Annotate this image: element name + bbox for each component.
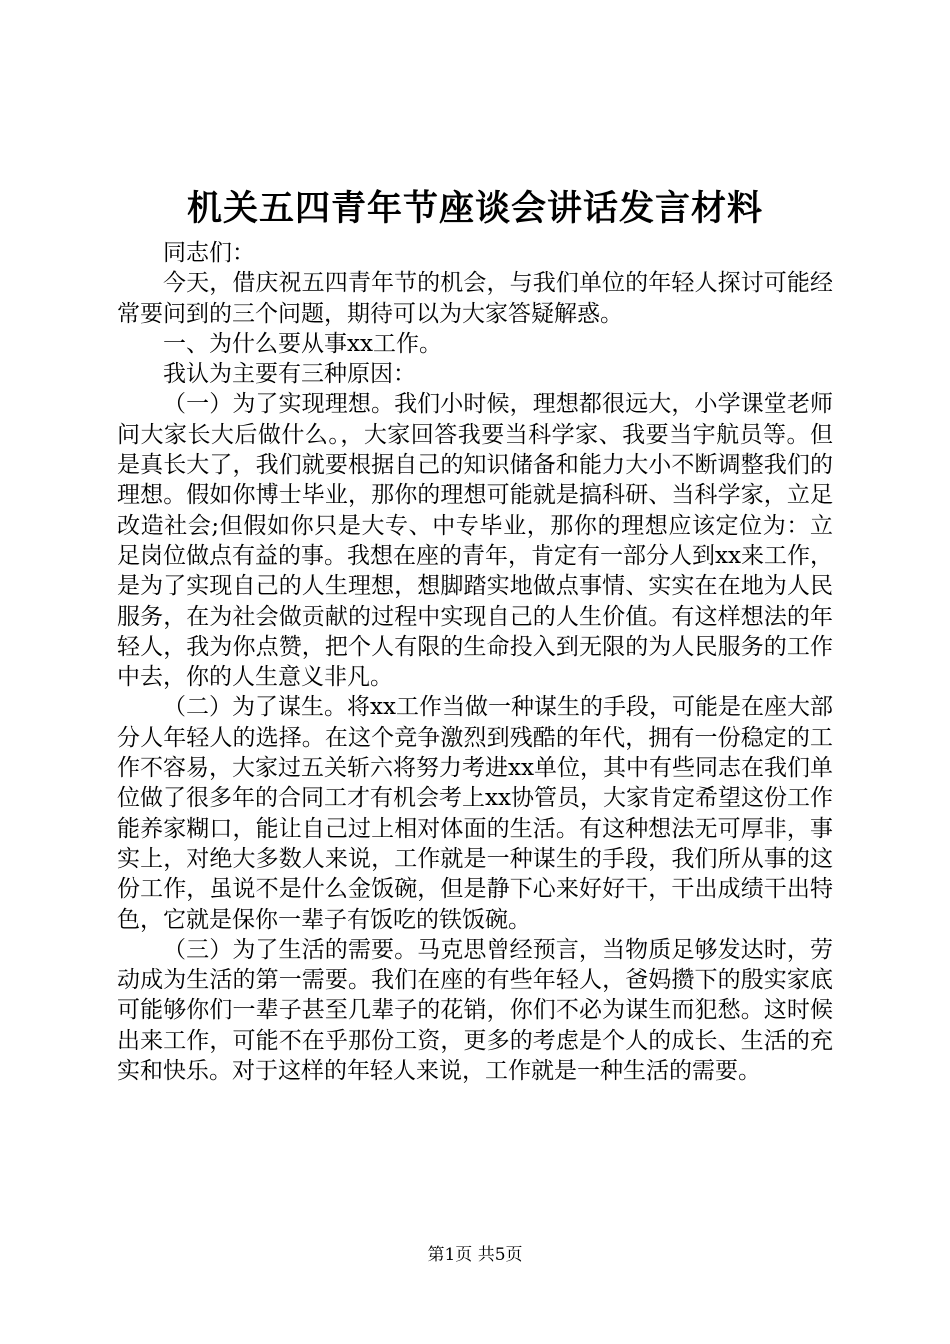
document-title: 机关五四青年节座谈会讲话发言材料 (186, 188, 763, 229)
reason-livelihood-paragraph: （二）为了谋生。将xx工作当做一种谋生的手段，可能是在座大部分人年轻人的选择。在这个竞争激烈到残酷的年代，拥有一份稳定的工作不容易，大家过五关斩六将努力考进xx单位，其中有些同志在我们单位做了很多年的合同工才有机会考上xx协管员，大家肯定希望这份工作能养家糊口，能让自己过上相对体面的生活。有这种想法无可厚非，事实上，对绝大多数人来说，工作就是一种谋生的手段，我们所从事的这份工作，虽说不是什么金饭碗，但是静下心来好好干，干出成绩干出特色，它就是保你一辈子有饭吃的铁饭碗。 (117, 694, 833, 933)
reason-life-need-paragraph: （三）为了生活的需要。马克思曾经预言，当物质足够发达时，劳动成为生活的第一需要。我们在座的有些年轻人，爸妈攒下的殷实家底可能够你们一辈子甚至几辈子的花销，你们不必为谋生而犯愁。这时候出来工作，可能不在乎那份工资，更多的考虑是个人的成长、生活的充实和快乐。对于这样的年轻人来说，工作就是一种生活的需要。 (117, 936, 833, 1085)
reasons-lead-paragraph: 我认为主要有三种原因： (163, 361, 416, 388)
page-footer: 第1页 共5页 (427, 1245, 523, 1265)
reason-ideal-paragraph: （一）为了实现理想。我们小时候，理想都很远大，小学课堂老师问大家长大后做什么。，大家回答我要当科学家、我要当宇航员等。但是真长大了，我们就要根据自己的知识储备和能力大小不断调整我们的理想。假如你博士毕业，那你的理想可能就是搞科研、当科学家，立足改造社会;但假如你只是大专、中专毕业，那你的理想应该定位为：立足岗位做点有益的事。我想在座的青年，肯定有一部分人到xx来工作，是为了实现自己的人生理想，想脚踏实地做点事情、实实在在地为人民服务，在为社会做贡献的过程中实现自己的人生价值。有这样想法的年轻人，我为你点赞，把个人有限的生命投入到无限的为人民服务的工作中去，你的人生意义非凡。 (117, 391, 833, 691)
salutation-paragraph: 同志们： (163, 240, 255, 266)
document-body (117, 238, 833, 1086)
intro-paragraph: 今天，借庆祝五四青年节的机会，与我们单位的年轻人探讨可能经常要问到的三个问题，期待可以为大家答疑解惑。 (117, 270, 833, 327)
section-heading-1: 一、为什么要从事xx工作。 (163, 330, 442, 357)
